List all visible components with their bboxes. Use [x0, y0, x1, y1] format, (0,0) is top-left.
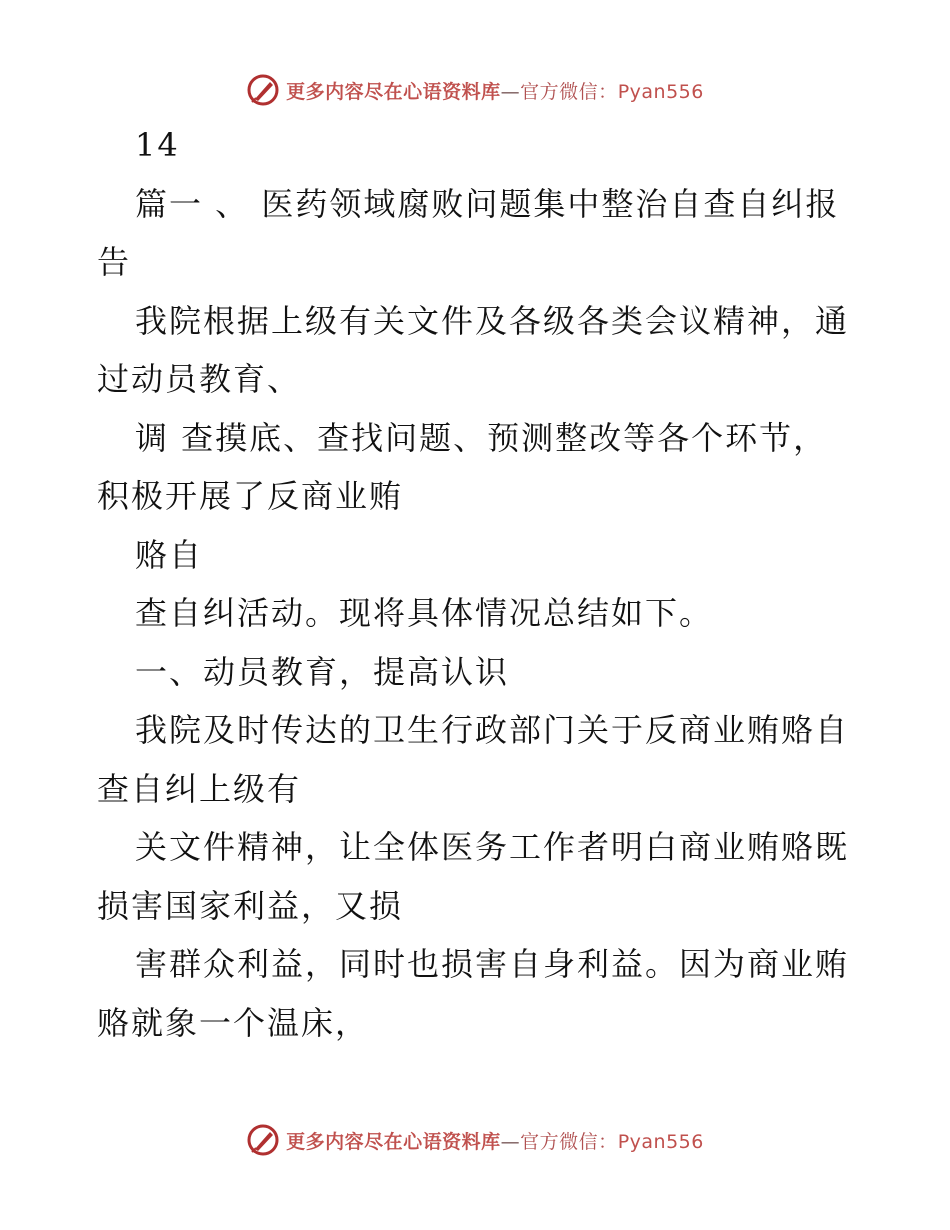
doc-line: 赂自: [135, 535, 204, 574]
watermark-text: [286, 77, 704, 104]
watermark-banner-inner: [246, 1123, 704, 1157]
doc-line: 损害国家利益，又损: [97, 886, 404, 925]
watermark-wechat-label: 官方微信：: [520, 1130, 618, 1153]
watermark-brand: 更多内容尽在心语资料库: [286, 80, 501, 103]
doc-line: 我院及时传达的卫生行政部门关于反商业贿赂自: [135, 711, 850, 749]
watermark-dash: —: [500, 1130, 521, 1153]
watermark-banner-bottom: [0, 1120, 950, 1160]
watermark-banner-inner: [246, 73, 704, 107]
doc-line: 赂就象一个温床，: [97, 1003, 370, 1042]
doc-line: 调 查摸底、查找问题、预测整改等各个环节，: [135, 418, 828, 457]
doc-line: 积极开展了反商业贿: [97, 477, 404, 515]
doc-line: 14: [135, 126, 180, 164]
doc-line-heading: 篇一 、 医药领域腐败问题集中整治自查自纠报: [135, 184, 840, 223]
watermark-dash: —: [500, 80, 521, 103]
doc-line: 害群众利益，同时也损害自身利益。因为商业贿: [135, 945, 850, 983]
quill-logo-icon: [246, 73, 280, 107]
document-body: [97, 116, 857, 1052]
doc-line: 告: [97, 243, 132, 281]
watermark-wechat-label: 官方微信：: [520, 80, 618, 103]
doc-line: 查自纠活动。现将具体情况总结如下。: [135, 594, 714, 632]
watermark-banner-top: [0, 70, 950, 110]
watermark-account: Pyan556: [617, 80, 704, 103]
watermark-account: Pyan556: [617, 1130, 704, 1153]
watermark-brand: 更多内容尽在心语资料库: [286, 1130, 501, 1153]
doc-line: 关文件精神，让全体医务工作者明白商业贿赂既: [135, 828, 850, 866]
watermark-text: [286, 1127, 704, 1154]
doc-line: 过动员教育、: [97, 360, 302, 398]
doc-line: 我院根据上级有关文件及各级各类会议精神，通: [135, 301, 850, 340]
quill-logo-icon: [246, 1123, 280, 1157]
doc-line-section-heading: 一、动员教育，提高认识: [135, 652, 510, 691]
doc-line: 查自纠上级有: [97, 769, 302, 808]
